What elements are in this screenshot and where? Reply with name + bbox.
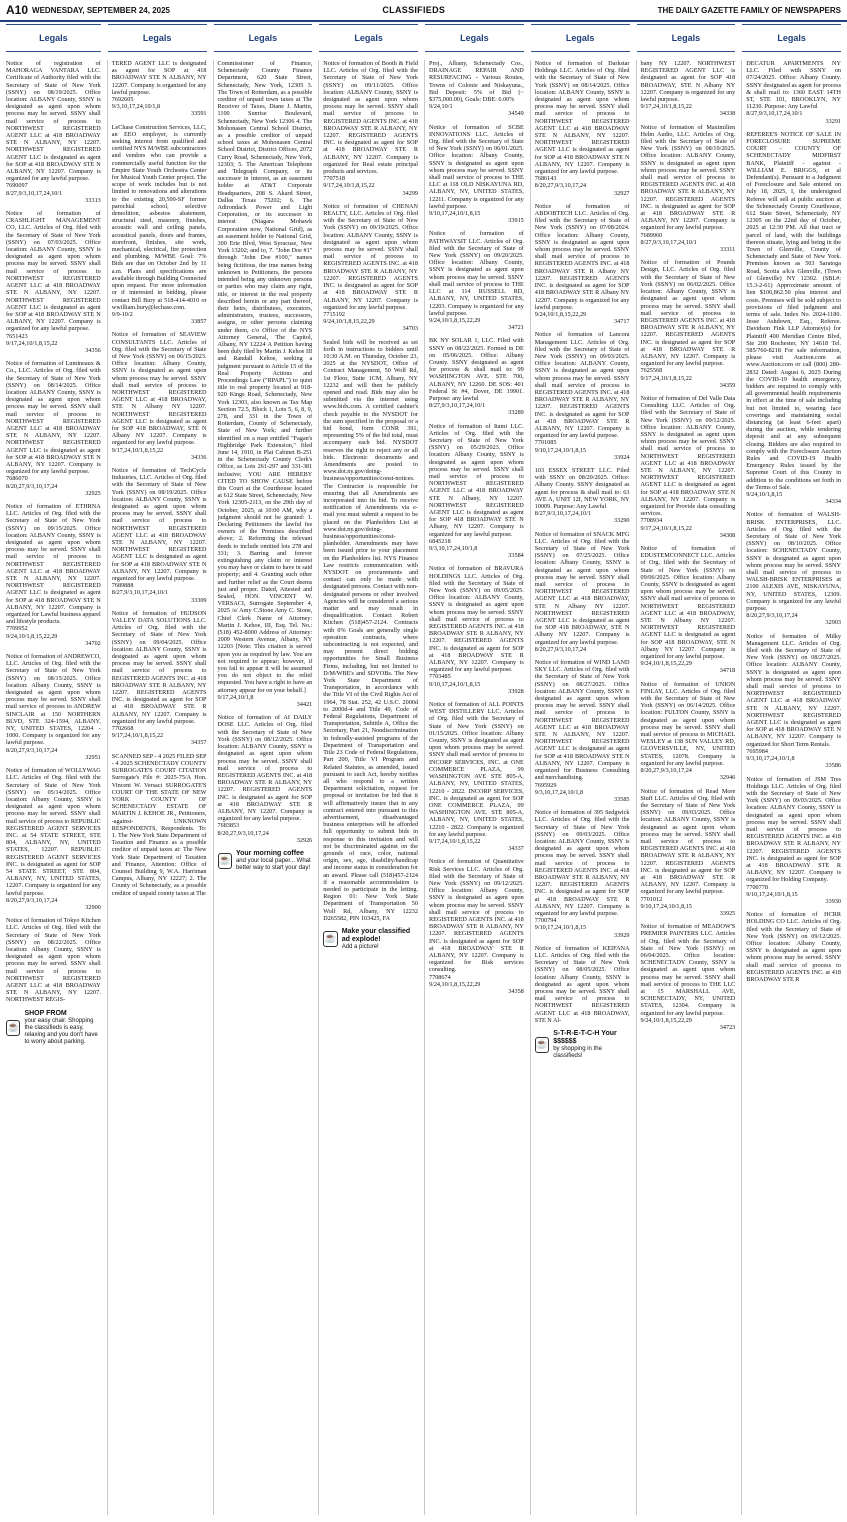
notice-ref: 7686070: [6, 475, 28, 483]
promo-icon: ☕: [6, 1020, 20, 1036]
legal-notice: [112, 60, 207, 118]
notice-text: bany NY 12207. NORTHWEST REGISTERED AGENT LLC is designated as agent for SOP 418 BROADWAY, STE N Albany NY 12207. Company is organized for any lawful purpose.: [640, 60, 736, 104]
notice-text: Notice of formation of Del Valle Data Consulting LLC. Articles of Org. filed with the Secretary of State of New York (SSNY) on 09/12/2025. Office location: ALBANY County, SSNY is designated as agent upon whom process may be served. SSNY shall mail service of process to NORTHWEST REGISTERED AGENT LLC at 418 BROADWAY STE N ALBANY, NY 12207. NORTHWEST REGISTERED AGENT LLC is designated as agent for SOP at 418 BROADWAY STE N ALBANY, NY 12207. Company is organized for Provide data consulting services.: [640, 394, 736, 518]
notice-text: REFEREE'S NOTICE OF SALE IN FORECLOSURE SUPREME COURT - COUNTY OF SCHENECTADY MIDFIRST BANK, Plaintiff - against - WILLIAM E. BRIGGS, et al Defendant(s). Pursuant to a Judgment of Foreclosure and Sale entered on July 18, 2025, I, the undersigned Referee will sell at public auction at the Schenectady County Courthouse, 612 State Street, Schenectady, NY 12305 on the 22nd day of October, 2025 at 12:30 PM. All that tract or parcel of land, with the buildings thereon situate, lying and being in the Town of Glenville, County of Schenectady and State of New York. Premises known as 503 Saratoga Road, Scotia a/k/a Glenville, (Town of Glenville) NY 12302. (SBL#: 15.3-2-61) Approximate amount of lien $106,862.50 plus interest and costs. Premises will be sold subject to provisions of filed judgment and terms of sale. Index No. 2024-1180. Jesse Ashdown, Esq., Referee. Davidson Fink LLP Attorney(s) for Plaintiff 400 Meridian Centre Blvd, Ste 200 Rochester, NY 14618 Tel. 585/760-8218 For sale information, please visit Auction.com at www.Auction.com or call (800) 280-2832 Dated: August 6, 2025 During the COVID-19 health emergency, bidders are required to comply with all governmental health requirements in effect at the time of sale including but not limited to, wearing face coverings and maintaining social distancing (at least 6-feet apart) during the auction, while tendering deposit and at any subsequent closing. Bidders are also required to comply with the Foreclosure Auction Rules and COVID-19 Health Emergency Rules issued by the Supreme Court of this County in addition to the conditions set forth in the Terms of Sale.: [746, 130, 841, 491]
legal-notice: [6, 767, 101, 911]
notice-run-dates: 9/17,24,10/1,8,15,22: [640, 524, 692, 532]
column-heading: Legals: [214, 24, 313, 52]
column-heading: Legals: [531, 24, 630, 52]
legal-notice: [429, 124, 524, 225]
legal-notice: [641, 60, 736, 118]
notice-ref: 7707518: [323, 175, 345, 183]
notice-run-dates: 9/24,10/1,8,15,22,29: [6, 632, 58, 640]
masthead: [0, 0, 847, 22]
notice-id: 33584: [508, 552, 524, 560]
notice-ref: 7700778: [746, 883, 768, 891]
notice-run-dates: 9/17,24,10/1,8,15,22: [640, 103, 692, 111]
notice-text: Notice of formation of Milky Management LLC. Articles of Org. filed with the Secretary of State of New York (SSNY) on 08/27/2025. Office location: ALBANY County, SSNY is designated as agent upon whom process may be served. SSNY shall mail service of process to NORTHWEST REGISTERED AGENT LLC at 418 BROADWAY STE N ALBANY, NY 12207. NORTHWEST REGISTERED AGENT LLC is designated as agent for SOP at 418 BROADWAY STE N ALBANY, NY 12207. Company is organized for Short Term Rentals.: [746, 632, 841, 748]
legal-notice: [6, 60, 101, 204]
notice-id: 33591: [191, 110, 207, 118]
notice-id: 34357: [191, 739, 207, 747]
paper-tagline: THE DAILY GAZETTE FAMILY OF NEWSPAPERS: [657, 5, 841, 15]
legal-notice: [429, 230, 524, 331]
legal-notice: [641, 681, 736, 782]
legals-column: [107, 33, 207, 1515]
notice-run-dates: 9/24,10/1,8,15: [746, 490, 783, 498]
promo-text: [553, 1030, 629, 1060]
legal-notice: [746, 60, 841, 125]
notice-run-dates: 8/20,27,9/3,10,17,24: [6, 482, 58, 490]
notice-id: 33928: [508, 687, 524, 695]
notice-ref: 7692605: [111, 96, 134, 104]
notice-id: 34549: [508, 110, 524, 118]
legal-notice: [429, 858, 524, 995]
notice-id: 33924: [614, 453, 630, 461]
notice-text: Notice of formation of Lumineaux & Co., LLC. Articles of Org. filed with the Secretary of State of New York (SSNY) on 08/14/2025. Office location: ALBANY County, SSNY is designated as agent upon whom process may be served. SSNY shall mail service of process to NORTHWEST REGISTERED AGENT LLC at 418 BROADWAY STE N ALBANY, NY 12207. NORTHWEST REGISTERED AGENT LLC is designated as agent for SOP at 418 BROADWAY STE N ALBANY, NY 12207. Company is organized for any lawful purpose.: [6, 360, 101, 476]
notice-text: TERED AGENT LLC is designated as agent for SOP at 418 BROADWAY STE N ALBANY, NY 12207. Company is organized for any lawful purpose.: [111, 60, 207, 96]
legal-notice: [6, 503, 101, 647]
notice-id: 32900: [85, 903, 101, 911]
notice-id: 33311: [720, 246, 736, 254]
notice-text: Notice of formation of ALL POINTS WEST DISTILLERY LLC. Articles of Org. filed with the Secretary of State of New York (SSNY) on 01/15/2025. Office location: Albany County, SSNY is designated as agent upon whom process may be served. SSNY shall mail service of process to INCORP SERVICES, INC. at ONE COMMERCE PLAZA, 99 WASHINGTON AVE STE 805-A, ALBANY, NY, UNITED STATES, 12210 - 2822. INCORP SERVICES, INC. is designated as agent for SOP ONE COMMERCE PLAZA, 99 WASHINGTON AVE. STE 805-A, ALBANY, NY, UNITED STATES, 12210 - 2822. Company is organized for any lawful purpose.: [429, 701, 524, 838]
column-heading: Legals: [319, 24, 418, 52]
notice-ref: 7695929: [534, 781, 557, 789]
notice-run-dates: 9/17,24,10/1,8,15,22: [640, 374, 692, 382]
legal-notice: [429, 423, 524, 560]
notice-id: 32946: [719, 774, 736, 782]
notice-id: 32925: [85, 489, 101, 497]
notice-run-dates: 9/10,17,24,10/1,8,15: [429, 210, 481, 218]
notice-run-dates: 9/3,10,17,24,10/1,8: [746, 755, 795, 763]
notice-ref: 7700794: [534, 917, 557, 925]
legals-column: [530, 33, 630, 1515]
column-heading: Legals: [742, 24, 841, 52]
notice-ref: 7686143: [534, 175, 557, 183]
notice-ref: 7690097: [6, 182, 28, 190]
legals-column: [213, 33, 313, 1515]
legal-notice: [535, 659, 630, 803]
legals-column: [636, 33, 736, 1515]
legal-notice: [535, 331, 630, 461]
legal-notice: [112, 124, 207, 326]
promo-ad: [218, 850, 313, 872]
legal-notice: [218, 60, 313, 708]
notice-text: Notice of formation of Booth & Field LLC. Articles of Org. filed with the Secretary of State of New York (SSNY) on 09/11/2025. Office location: ALBANY County, SSNY is designated as agent upon whom process may be served. SSNY shall mail service of process to REGISTERED AGENTS INC. at 418 BROADWAY STE R ALBANY, NY 12207. REGISTERED AGENTS INC. is designated as agent for SOP at 418 BROADWAY STE R ALBANY, NY 12207. Company is organized for Real estate principal products and services.: [323, 60, 418, 176]
notice-run-dates: 8/27,9/3,10,17,24,10/1: [746, 110, 803, 118]
legal-notice: [746, 131, 841, 506]
notice-run-dates: 9/24,10/1,8,15,22,29: [429, 316, 481, 324]
notice-run-dates: 8/20,27,9/3,10,17,24: [534, 182, 587, 190]
notice-text: Notice of formation of SEAVIEW CONSULTANTS LLC. Articles of Org. filed with the Secretary of State of New York (SSNY) on 06/15/2023. Office location: Albany County, SSNY is designated as agent upon whom process may be served. SSNY shall mail service of process to NORTHWEST REGISTERED AGENT LLC at 418 BROADWAY, STE N Albany NY 12207. NORTHWEST REGISTERED AGENT LLC is designated as agent for SOP 418 BROADWAY, STE N Albany NY 12207. Company is organized for any lawful purpose.: [111, 331, 207, 447]
notice-run-dates: 9/17,24,10/1,8,15,22: [111, 732, 164, 740]
notice-text: Notice of formation of WOLLYWAG LLC. Articles of Org. filed with the Secretary of State of New York (SSNY) on 05/14/2025. Office location: Albany County, SSNY is designated as agent upon whom process may be served. SSNY shall mail service of process to REPUBLIC REGISTERED AGENT SERVICES INC. at 54 STATE STREET, STE 804, ALBANY, NY, UNITED STATES, 12207. REPUBLIC REGISTERED AGENT SERVICES INC. is designated as agent for SOP 54 STATE STREET, STE 804, ALBANY, NY, UNITED STATES, 12207. Company is organized for any lawful purpose.: [6, 767, 101, 897]
notice-id: 32951: [85, 753, 101, 761]
notice-id: 33857: [191, 318, 207, 326]
notice-run-dates: 9/10,17,24,10/1,8,15: [534, 924, 587, 932]
notice-run-dates: 9/10,17,24,10/1,8,15: [640, 902, 692, 910]
promo-body: by shopping in the classifieds!: [553, 1046, 602, 1059]
masthead-left: [6, 3, 170, 17]
promo-icon: ☕: [323, 931, 337, 947]
notice-id: 34338: [719, 110, 736, 118]
notice-text: Notice of formation of Itami LLC. Articles of Org. filed with the Secretary of State of New York (SSNY) on 05/29/2023. Office location: Albany County, SSNY is designated as agent upon whom process may be served. SSNY shall mail service of process to NORTHWEST REGISTERED AGENT LLC at 418 BROADWAY STE N Albany, NY 12207. NORTHWEST REGISTERED AGENT LLC is designated as agent for SOP 418 BROADWAY STE N Albany, NY 12207. Company is organized for any lawful purpose.: [429, 422, 524, 538]
notice-text: Notice of formation of PATHWAYSIT LLC. Articles of Org. filed with the Secretary of State of New York (SSNY) on 09/20/2025. Office location: Albany County, SSNY is designated as agent upon whom process may be served. SSNY shall mail service of process to THE LLC at 114 RUSSELL RD, ALBANY, NY, UNITED STATES, 12203. Company is organized for any lawful purpose.: [429, 230, 524, 317]
legal-notice: [535, 60, 630, 197]
promo-ad: [535, 1030, 630, 1060]
notice-run-dates: 9/17,24,10/1,8,15,22: [323, 182, 375, 190]
legal-notice: [112, 467, 207, 604]
notice-id: 33586: [825, 762, 841, 770]
notice-run-dates: 9/10,17,24,10/1,8,15: [429, 680, 481, 688]
notice-run-dates: 8/27,9/3,10,17,24,10/1: [111, 589, 168, 597]
notice-text: Notice of formation of HCRR HOLDING CO LLC. Articles of Org. filed with the Secretary of State of New York (SSNY) on 09/12/2025. Office location: Albany County, SSNY is designated as agent upon whom process may be served. SSNY shall mail service of process to REGISTERED AGENTS INC. at 418 BROADWAY STE R: [746, 911, 841, 983]
notice-id: 34336: [191, 453, 207, 461]
notice-run-dates: 8/20,27,9/3,10,17,24: [746, 612, 798, 620]
notice-text: Notice of formation of BRAVURA HOLDINGS LLC. Articles of Org. filed with the Secretary of State of New York (SSNY) on 09/05/2025. Office location: ALBANY County, SSNY is designated as agent upon whom process may be served. SSNY shall mail service of process to REGISTERED AGENTS INC. at 418 BROADWAY STE R ALBANY, NY 12207. REGISTERED AGENTS INC. is designated as agent for SOP at 418 BROADWAY STE R ALBANY, NY 12207. Company is organized for any lawful purpose.: [429, 565, 524, 674]
notice-run-dates: 9/24,10/1: [429, 103, 453, 111]
notice-ref: 7703485: [429, 673, 451, 681]
notice-id: 34359: [719, 381, 736, 389]
notice-id: 34721: [508, 324, 524, 332]
notice-id: 32927: [614, 189, 630, 197]
legal-notice: [746, 911, 841, 983]
legal-notice: [218, 714, 313, 844]
notice-id: 34421: [296, 701, 313, 709]
legal-notice: [641, 259, 736, 389]
legal-notice: [641, 395, 736, 539]
legal-notice: [429, 701, 524, 852]
legal-notice: [112, 331, 207, 461]
legal-notice: [429, 337, 524, 416]
notice-id: 34299: [402, 189, 418, 197]
notice-text: Notice of formation of Lancora Management LLC. Articles of Org. filed with the Secretary of State of New York (SSNY) on 09/03/2025. Office location: ALBANY County, SSNY is designated as agent upon whom process may be served. SSNY shall mail service of process to REGISTERED AGENTS INC. at 418 BROADWAY STE R ALBANY, NY 12207. REGISTERED AGENTS INC. is designated as agent for SOP at 418 BROADWAY STE R ALBANY, NY 12207. Company is organized for any lawful purpose.: [534, 331, 630, 440]
notice-text: Commissioner of Finance, Schenectady County Finance Department, 620 State Street, Schenectady, New York, 12305 3. The Town of Rotterdam, as a possible creditor of unpaid town taxes at The Receiver of Taxes, Diane J. Martin, 1100 Sunrise Boulevard, Schenectady, New York 12306 4. The Mohonasen Central School District, as a possible creditor of unpaid school taxes at Mohonasen Central School District, District Offices, 2072 Curry Road, Schenectady, New York, 12303; 5. The American Telephone and Telegraph Company, or its successor in interest, as an easement holder at AT&T Corporate Headquarters, 208 S. Akard Street, Dallas Texas 75202; 6. The Adirondack Power and Light Corporation, or its successor in interest (Niagara Mohawk Corporation now, National Grid), as an easement holder to National Grid, 300 Erie Blvd, West Syracuse, New York 13202; and to, 7. "John Doe #1" through "John Doe #100," names being fictitious, the true names being unknown to Petitioners, the persons intended being any unknown persons or parties who may claim any right, title, or interest in the real property described herein or any part thereof, their heirs, distributees, executors, administrators, trustees, successors, assigns, or other persons claiming under them, c/o Office of the NYS Attorney General, The Capitol, Albany, NY 12224 A Petition having been duly filed by Martin J. Kehoe III and Randall Kehoe, seeking a judgment pursuant to Article 15 of the Real Property Actions and Proceedings Law ("RPAPL") to quiet title to real property located at 918-920 Kings Road, Schenectady, New York 12303, also known as Tax Map Section 72.5, Block 1, Lots 5, 6, 8, 9, 278, and 331 in the Town of Rotterdam, County of Schenectady, State of New York; and further identified on a map entitled "Fagan's Highbridge Park Extension," filed June 14, 1910, in Plat Cabinet B-251 in the Schenectady County Clerk's Office, as Lots 261-297 and 331-381 inclusive; YOU ARE HEREBY CITED TO SHOW CAUSE before this Court at the Courthouse located at 612 State Street, Schenectady, New York 12305-2113, on the 29th day of October, 2025, at 10:00 AM, why a judgment should not be granted: 1. Declaring Petitioners the lawful fee owners of the Premises described above; 2. Reforming the relevant deeds to include omitted lots 278 and 331; 3. Barring and forever extinguishing any claim or interest you may have or claim to have in said property; and 4. Granting such other and further relief as the Court deems just and proper. Dated, Attested and Sealed, HON. VINCENT W. VERSACI, Surrogate September 4, 2025 /s/ Amy C.Stone Amy C. Stone, Chief Clerk Name of Attorney: Martin J. Kehoe, III, Esq. Tel. No.: (518) 452-8000 Address of Attorney: 2009 Western Avenue, Albany, NY 12203 [Note: This citation is served upon you as required by law. You are not required to appear; however, if you fail to appear it will be assumed you do not object to the relief requested. You have a right to have an attorney appear for on your behalf.]: [217, 60, 313, 694]
notice-id: 33313: [85, 196, 101, 204]
notice-run-dates: 9/24,10/1,8,15,22,29: [640, 660, 692, 668]
notice-id: 34703: [402, 325, 418, 333]
promo-title: S-T-R-E-T-C-H Your $$$$$$: [553, 1030, 617, 1045]
page-number: A10: [6, 3, 29, 17]
notice-id: 34308: [719, 531, 736, 539]
notice-id: 34717: [614, 318, 630, 326]
notice-id: 33930: [825, 897, 841, 905]
notice-id: 34356: [85, 346, 101, 354]
notice-text: Notice of formation of AI DAILY DOSE LLC. Articles of Org. filed with the Secretary of State of New York (SSNY) on 08/12/2025. Office location: ALBANY County, SSNY is designated as agent upon whom process may be served. SSNY shall mail service of process to REGISTERED AGENTS INC. at 418 BROADWAY STE R ALBANY, NY 12207. REGISTERED AGENTS INC. is designated as agent for SOP at 418 BROADWAY STE R ALBANY, NY 12207. Company is organized for any lawful purpose.: [217, 714, 313, 823]
notice-text: Notice of formation of Pounds Design, LLC. Articles of Org. filed with the Secretary of State of New York (SSNY) on 06/02/2025. Office location: Albany County, SSNY is designated as agent upon whom process may be served. SSNY shall mail service of process to REGISTERED AGENTS INC. at 418 BROADWAY STE R ALBANY, NY 12207. REGISTERED AGENTS INC. is designated as agent for SOP at 418 BROADWAY STE R ALBANY, NY 12207. Company is organized for any lawful purpose.: [640, 259, 736, 368]
notice-run-dates: 8/20,27,9/3,10,17,24: [6, 746, 58, 754]
promo-title: Your morning coffee: [235, 849, 304, 857]
notice-run-dates: 9/17,24,10/1,8,15,22: [429, 837, 481, 845]
notice-ref: 7702668: [111, 725, 134, 733]
notice-text: Notice of formation of ETHRNA LLC. Articles of Org. filed with the Secretary of State of New York (SSNY) on 09/15/2025. Office location: ALBANY County, SSNY is designated as agent upon whom process may be served. SSNY shall mail service of process to NORTHWEST REGISTERED AGENT LLC at 418 BROADWAY STE N ALBANY, NY 12207. NORTHWEST REGISTERED AGENT LLC is designated as agent for SOP at 418 BROADWAY STE N ALBANY, NY 12207. Company is organized for Lawful business apparel and lifestyle products.: [6, 502, 101, 626]
notice-text: Notice of formation of ABDOBTECH LLC. Articles of Org. filed with the Secretary of State of New York (SSNY) on 07/08/2024. Office location: Albany County, SSNY is designated as agent upon whom process may be served. SSNY shall mail service of process to REGISTERED AGENTS INC. at 418 BROADWAY STE R Albany NY 12207. REGISTERED AGENTS INC. is designated as agent for SOP 418 BROADWAY STE R Albany NY 12207. Company is organized for any lawful purpose.: [534, 202, 630, 311]
legal-notice: [323, 203, 418, 333]
column-heading: Legals: [637, 24, 736, 52]
legal-notice: [535, 531, 630, 653]
notice-id: 33289: [508, 409, 524, 417]
notice-text: Notice of formation of Darkstar Holdings LLC. Articles of Org. filed with the Secretary of State of New York (SSNY) on 08/14/2025. Office location: ALBANY County, SSNY is designated as agent upon whom process may be served. SSNY shall mail service of process to NORTHWEST REGISTERED AGENT LLC at 418 BROADWAY STE N ALBANY, NY 12207. NORTHWEST REGISTERED AGENT LLC is designated as agent for SOP at 418 BROADWAY STE N ALBANY, NY 12207. Company is organized for any lawful purpose.: [534, 60, 630, 176]
notice-run-dates: 9/3,10,17,24,10/1,8: [111, 103, 161, 111]
legal-notice: [323, 339, 418, 922]
notice-text: Notice of formation of TechCycle Industries, LLC. Articles of Org. filed with the Secretary of State of New York (SSNY) on 08/19/2025. Office location: ALBANY County, SSNY is designated as agent upon whom process may be served. SSNY shall mail service of process to NORTHWEST REGISTERED AGENT LLC at 418 BROADWAY STE N ALBANY, NY 12207. NORTHWEST REGISTERED AGENT LLC is designated as agent for SOP at 418 BROADWAY STE N ALBANY, NY 12207. Company is organized for any lawful purpose.: [111, 466, 207, 583]
promo-title: SHOP FROM: [24, 1009, 67, 1017]
notice-text: Notice of formation of Tokyo Kitchen LLC. Articles of Org. filed with the Secretary of State of New York (SSNY) on 08/22/2025. Office location: Albany County, SSNY is designated as agent upon whom process may be served. SSNY shall mail service of process to NORTHWEST REGISTERED AGENT LLC at 418 BROADWAY STE N ALBANY, NY 12207. NORTHWEST REGIS-: [6, 917, 101, 1004]
notice-id: 34723: [719, 1024, 736, 1031]
notice-ref: 7625568: [640, 367, 663, 375]
legal-notice: [6, 210, 101, 354]
legal-notice: [535, 467, 630, 525]
notice-text: Notice of formation of Quantitative Risk Services LLC. Articles of Org. filed with the Secretary of State of New York (SSNY) on 09/12/2025. Office location: Albany County, SSNY is designated as agent upon whom process may be served. SSNY shall mail service of process to REGISTERED AGENTS INC. at 418 BROADWAY STE R ALBANY, NY 12207. REGISTERED AGENTS INC. is designated as agent for SOP at 418 BROADWAY STE R ALBANY, NY 12207. Company is organized for Risk services consulting.: [429, 858, 524, 974]
legals-column: [424, 33, 524, 1515]
legal-notice: [535, 809, 630, 939]
legal-notice: [641, 923, 736, 1031]
notice-text: Notice of formation of SCBE INNOVATIONS LLC. Articles of Org. filed with the Secretary of State of New York (SSNY) on 06/01/2025. Office location: Albany County, SSNY is designated as agent upon whom process may be served. SSNY shall mail service of process to THE LLC at 118 OLD NISKAYUNA RD, ALBANY, NY, UNITED STATES, 12211. Company is organized for any lawful purpose.: [429, 123, 524, 210]
notice-text: Notice of formation of SNACK MFG LLC. Articles of Org. filed with the Secretary of State of New York (SSNY) on 07/25/2025. Office location: Albany County, SSNY is designated as agent upon whom process may be served. SSNY shall mail service of process to NORTHWEST REGISTERED AGENT LLC at 418 BROADWAY, STE N Albany NY 12207. NORTHWEST REGISTERED AGENT LLC is designated as agent for SOP 418 BROADWAY, STE N Albany NY 12207. Company is organized for any lawful purpose.: [534, 530, 630, 646]
promo-icon: ☕: [218, 853, 232, 869]
notice-id: 33309: [191, 596, 207, 604]
notice-id: 33915: [508, 217, 524, 225]
legal-notice: [429, 60, 524, 118]
notice-ref: 7709952: [6, 625, 28, 633]
notice-id: 34358: [508, 987, 524, 995]
notice-ref: 7701012: [640, 895, 663, 903]
notice-run-dates: 8/27,9/3,10,17,24,10/1: [6, 189, 63, 197]
notice-text: Notice of formation of JSM Tres Holdings LLC. Articles of Org. filed with the Secretary of State of New York (SSNY) on 09/03/2025. Office location: ALBANY County, SSNY is designated as agent upon whom process may be served. SSNY shall mail service of process to REGISTERED AGENTS INC. at 418 BROADWAY STE R ALBANY, NY 12207. REGISTERED AGENTS INC. is designated as agent for SOP at 418 BROADWAY STE R ALBANY, NY 12207. Company is organized for Holding Company.: [746, 775, 841, 884]
column-heading: Legals: [6, 24, 101, 52]
notice-text: LeChase Construction Services, LLC, an EEO employer, is currently seeking interest from qualified and certified NYS M/WBE subcontractors and vendors who can provide a commercially useful function for the Empire State Youth Orchestra Center for Musical Youth Center project. The scope of work includes but is not limited to renovations and alterations to the existing 20,500-SF former parochial school, selective demolition, asbestos abatement, structural steel, masonry, finishes, acoustic wall and ceiling panels, acoustical panels, doors and frames, storefront, finishes, site work, mechanical, electrical, fire protection and plumbing. M/WBE Goal: 7% Bids are due on October 2nd by 11 a.m. Plans and specifications are available through Building Connected upon request. For more information or if interested in bidding, please contact Bill Bury at 518-414-4010 or wwilliam.bury@lechase.com.: [111, 123, 207, 311]
notice-text: Notice of formation of WIND LAND SKY LLC. Articles of Org. filed with the Secretary of State of New York (SSNY) on 08/27/2025. Office location: ALBANY County, SSNY is designated as agent upon whom process may be served. SSNY shall mail service of process to NORTHWEST REGISTERED AGENT LLC at 418 BROADWAY STE N ALBANY, NY 12207. NORTHWEST REGISTERED AGENT LLC is designated as agent for SOP at 418 BROADWAY STE N ALBANY, NY 12207. Company is organized for Business Consulting and merchandising.: [534, 659, 630, 782]
notice-id: 34718: [719, 667, 736, 675]
legal-notice: [746, 511, 841, 626]
notice-text: Notice of formation of ANDREWCO, LLC. Articles of Org. filed with the Secretary of State of New York (SSNY) on 08/15/2025. Office location: Albany County, SSNY is designated as agent upon whom process may be served. SSNY shall mail service of process to ANDREW SINCLAIR at 150 NORTHERN BLVD, STE 324-1594, ALBANY, NY, UNITED STATES, 12204 - 1000. Company is organized for any lawful purpose.: [6, 653, 101, 747]
notice-run-dates: 9/3,10,17,24,10/1,8: [534, 788, 584, 796]
legal-notice: [323, 60, 418, 197]
promo-body: and your local paper... What better way to start your day!: [235, 857, 311, 871]
notice-text: Notice of formation of UNION FINLAY, LLC. Articles of Org. filed with the Secretary of State of New York (SSNY) on 06/14/2025. Office location: FULTON County, SSNY is designated as agent upon whom process may be served. SSNY shall mail service of process to MICHAEL WESLEY at 138 SUN VALLEY RD, GLOVERSVILLE, NY, UNITED STATES, 12078. Company is organized for any lawful purpose.: [640, 680, 736, 767]
notice-text: Notice of formation of HUDSON VALLEY DATA SOLUTIONS LLC. Articles of Org. filed with the Secretary of State of New York (SSNY) on 09/04/2025. Office location: ALBANY County, SSNY is designated as agent upon whom process may be served. SSNY shall mail service of process to REGISTERED AGENTS INC. at 418 BROADWAY STE R ALBANY, NY 12207. REGISTERED AGENTS INC. is designated as agent for SOP at 418 BROADWAY STE R ALBANY, NY 12207. Company is organized for any lawful purpose.: [111, 609, 207, 725]
legals-columns: [6, 33, 841, 1515]
notice-run-dates: 8/27,9/3,10,17,24,10/1: [640, 238, 697, 246]
legal-notice: [6, 360, 101, 497]
promo-ad: [6, 1010, 101, 1046]
notice-ref: 6845218: [429, 537, 451, 545]
notice-run-dates: 9/9-10/2: [111, 310, 133, 318]
notice-text: Notice of formation of MEADOW'S PREMIER PAINTERS LLC. Articles of Org. filed with the Secretary of State of New York (SSNY) on 06/04/2025. Office location: SCHENECTADY County, SSNY is designated as agent upon whom process may be served. SSNY shall mail service of process to THE LLC at 15 MARSHALL AVE, SCHENECTADY, NY, UNITED STATES, 12304. Company is organized for any lawful purpose.: [640, 923, 736, 1017]
promo-ad: [323, 928, 418, 951]
notice-text: 103 ESSEX STREET LLC. Filed with SSNY on 08/20/2025. Office: Albany County. SSNY designated as agent for process & shall mail to: 63 AVE A, UNIT 12I, NEW YORK, NY 10009. Purpose: Any Lawful: [534, 466, 630, 510]
legal-notice: [429, 565, 524, 695]
notice-text: Notice of formation of WALSH-BRISK ENTERPRISES, LLC. Articles of Org. filed with the Secretary of State of New York (SSNY) on 08/10/2025. Office location: SCHENECTADY County, SSNY is designated as agent upon whom process may be served. SSNY shall mail service of process to WALSH-BRISK ENTERPRISES at 2100 ALEXIS AVE, NISKAYUNA, NY, UNITED STATES, 12309. Company is organized for any lawful purpose.: [746, 511, 841, 613]
notice-text: Proj., Albany, Schenectady Cos., DRAINAGE REPAIR AND RESURFACING - Various Routes, Towns of Colonie and Niskayuna., Bid Deposit: 5% of Bid (~ $375,000.00), Goals: DBE: 6.00%: [429, 60, 524, 104]
legal-notice: [746, 633, 841, 770]
promo-text: [342, 928, 418, 951]
notice-run-dates: 9/24,10/1,8,15,22,29: [323, 318, 375, 326]
notice-text: BK NY SOLAR 1, LLC. Filed with SSNY on 08/22/2025. Formed in DE on 05/06/2025. Office: Albany County. SSNY designated as agent for process & shall mail to: 99 WASHINGTON AVE. STE 700, ALBANY, NY 12260. DE SOS: 401 Federal St #4, Dover, DE 19901. Purpose: any lawful: [429, 337, 524, 402]
legal-notice: [6, 917, 101, 1003]
notice-text: Notice of formation of 395 Sedgwick LLC. Articles of Org. filed with the Secretary of State of New York (SSNY) on 09/03/2025. Office location: ALBANY County, SSNY is designated as agent upon whom process may be served. SSNY shall mail service of process to REGISTERED AGENTS INC. at 418 BROADWAY STE R ALBANY, NY 12207. REGISTERED AGENTS INC. is designated as agent for SOP at 418 BROADWAY STE R ALBANY, NY 12207. Company is organized for any lawful purpose.: [534, 809, 630, 917]
notice-ref: 7651423: [6, 332, 28, 340]
notice-id: 34702: [85, 639, 101, 647]
notice-text: Notice of formation of EDUSTEMCONNECT LLC. Articles of Org. filed with the Secretary of State of New York (SSNY) on 09/06/2025. Office location: Albany County, SSNY is designated as agent upon whom process may be served. SSNY shall mail service of process to NORTHWEST REGISTERED AGENT LLC at 418 BROADWAY, STE N Albany NY 12207. NORTHWEST REGISTERED AGENT LLC is designated as agent for SOP 418 BROADWAY, STE N Albany NY 12207. Company is organized for any lawful purpose.: [640, 545, 736, 661]
notice-text: Sealed bids will be received as set forth in instructions to bidders until 10:30 A.M. on Thursday, October 23, 2025 at the NYSDOT, Office of Contract Management, 50 Wolf Rd, 1st Floor, Suite 1CM, Albany, NY 12232 and will then be publicly opened and read. Bids may also be submitted via the internet using www.bidx.com. A certified cashier's check payable to the NYSDOT for the sum specified in the proposal or a bid bond, form CONR 391, representing 5% of the bid total, must accompany each bid. NYSDOT reserves the right to reject any or all bids. Electronic documents and Amendments are posted to www.dot.ny.gov/doing-business/opportunities/const-notices. The Contractor is responsible for ensuring that all Amendments are incorporated into its bid. To receive notification of Amendments via e-mail you must submit a request to be placed on the Planholders List at www.dot.ny.gov/doing-business/opportunities/const-planholder. Amendments may have been issued prior to your placement on the Planholders list. NYS Finance Law restricts communication with NYSDOT on procurements and contact can only be made with designated persons. Contact with non-designated persons or other involved Agencies will be considered a serious matter and may result in disqualification. Contact Robert Kitchen (518)457-2124. Contracts with 0% Goals are generally single operation contracts, where subcontracting is not expected, and may present direct bidding opportunities for Small Business Firms, including, but not limited to D/M/WBE's and SDVOBs. The New York State Department of Transportation, in accordance with the Title VI of the Civil Rights Act of 1964, 78 Stat. 252, 42 U.S.C. 2000d to 2000d-4 and Title 49, Code of Federal Regulations, Department of Transportation, Subtitle A, Office the Secretary, Part 21, Nondiscrimination in federally-assisted programs of the Department of Transportation and Title 23 Code of Federal Regulations, Part 200, Title VI Program and Related Statutes, as amended, issued pursuant to such Act, hereby notifies all who respond to a written Department solicitation, request for proposal or invitation for bid that it will affirmatively insure that in any contract entered into pursuant to this advertisement, disadvantaged business enterprises will be afforded full opportunity to submit bids in response to this invitation and will not be discriminated against on the grounds of race, color, national origin, sex, age, disability/handicap and income status in consideration for an award. Please call (518)457-2124 if a reasonable accommodation is needed to participate in the letting. Region 01: New York State Department of Transportation 50 Wolf Rd, Albany, NY 12232 D265582, PIN 103425, FA: [323, 338, 418, 922]
legals-column: [6, 33, 101, 1515]
notice-ref: 7701085: [534, 439, 557, 447]
notice-text: Notice of formation of CHENAN REALTY, LLC. Articles of Org. filed with the Secretary of State of New York (SSNY) on 09/19/2025. Office location: ALBANY County, SSNY is designated as agent upon whom process may be served. SSNY shall mail service of process to REGISTERED AGENTS INC. at 418 BROADWAY STE R ALBANY, NY 12207. REGISTERED AGENTS INC. is designated as agent for SOP at 418 BROADWAY STE R ALBANY, NY 12207. Company is organized for any lawful purpose.: [323, 202, 418, 311]
promo-text: [24, 1010, 100, 1046]
notice-run-dates: 8/20,27,9/3,10,17,24: [217, 829, 269, 837]
notice-id: 33290: [614, 517, 630, 525]
notice-run-dates: 9/10,17,24,10/1,8,15: [534, 446, 587, 454]
column-heading: Legals: [425, 24, 524, 52]
notice-ref: 7689960: [640, 231, 663, 239]
notice-run-dates: 9/24,10/1,8,15,22,29: [640, 1016, 692, 1024]
column-heading: Legals: [108, 24, 207, 52]
notice-run-dates: 9/24,10/1,8,15,22,29: [534, 310, 587, 318]
legals-column: [318, 33, 418, 1515]
notice-id: 32903: [825, 619, 841, 627]
notice-run-dates: 9/17,24,10/1,8: [217, 693, 254, 701]
notice-id: 34337: [508, 845, 524, 853]
notice-id: 33925: [719, 909, 736, 917]
notice-id: 32926: [296, 836, 313, 844]
notice-text: Notice of registration of MAHORAGA VANTARA LLC. Certificate of Authority filed with the Secretary of State of New York (SSNY) on 08/19/2025. Office location: ALBANY County, SSNY is designated as agent upon whom process may be served. SSNY shall mail service of process to NORTHWEST REGISTERED AGENT LLC at 418 BROADWAY STE N ALBANY, NY 12207. NORTHWEST REGISTERED AGENT LLC is designated as agent for SOP at 418 BROADWAY STE N ALBANY, NY 12207. Company is organized for any lawful purpose.: [6, 60, 101, 183]
notice-run-dates: 8/20,27,9/3,10,17,24: [6, 896, 58, 904]
notice-ref: 7683853: [217, 822, 240, 830]
legal-notice: [6, 653, 101, 761]
notice-id: 33291: [825, 117, 841, 125]
notice-run-dates: 9/17,24,10/1,8,15,22: [6, 339, 58, 347]
promo-icon: ☕: [535, 1037, 549, 1053]
date-line: WEDNESDAY, SEPTEMBER 24, 2025: [32, 5, 170, 15]
notice-text: Notice of formation of CRASHLIGHT MANAGEMENT CO, LLC. Articles of Org. filed with the Secretary of State of New York (SSNY) on 07/03/2025. Office location: ALBANY County, SSNY is designated as agent upon whom process may be served. SSNY shall mail service of process to NORTHWEST REGISTERED AGENT LLC at 418 BROADWAY STE N ALBANY, NY 12207. NORTHWEST REGISTERED AGENT LLC is designated as agent for SOP at 418 BROADWAY STE N ALBANY, NY 12207. Company is organized for any lawful purpose.: [6, 210, 101, 333]
notice-id: 33585: [614, 795, 630, 803]
notice-ref: 7695984: [746, 747, 768, 755]
legal-notice: [641, 124, 736, 254]
legal-notice: [112, 610, 207, 747]
legals-column: [741, 33, 841, 1515]
legal-notice: [535, 203, 630, 325]
promo-text: [236, 850, 312, 872]
notice-text: SCANNED SEP - 4 2025 FILED SEP - 4 2025 SCHENECTADY COUNTY SURROGATE'S COURT CITATION Surrogate's File #: 2025-75/A Hon. Vincent W. Versaci SURROGATE'S COURT OF THE STATE OF NEW YORK COUNTY OF SCHENECTADY ESTATE OF MARTIN J. KEHOE JR., Petitioners, -against- UNKNOWN RESPONDENTS, Respondents. To: 1. The New York State Department of Taxation and Finance as a possible creditor of unpaid taxes at: The New York State Department of Taxation and Finance, Attention: Office of Counsel Building 9, W.A. Harriman Campus, Albany, NY 12227; 2. The County of Schenectady, as a possible creditor of unpaid county taxes at The: [111, 752, 207, 897]
notice-run-dates: 9/3,10,17,24,10/1,8: [429, 545, 478, 552]
section-title: CLASSIFIEDS: [382, 5, 446, 15]
notice-text: Notice of formation of Maximilien Helm Audio, LLC. Articles of Org. filed with the Secretary of State of New York (SSNY) on 08/19/2025. Office location: ALBANY County, SSNY is designated as agent upon whom process may be served. SSNY shall mail service of process to REGISTERED AGENTS INC. at 418 BROADWAY STE R ALBANY, NY 12207. REGISTERED AGENTS INC. is designated as agent for SOP at 418 BROADWAY STE R ALBANY, NY 12207. Company is organized for any lawful purpose.: [640, 123, 736, 232]
promo-body: your easy chair. Shopping the classifieds is easy, relaxing and you don't have to worry about parking.: [24, 1017, 98, 1045]
legal-notice: [641, 545, 736, 675]
notice-run-dates: 9/24,10/1,8,15,22,29: [429, 980, 481, 988]
legal-notice: [535, 945, 630, 1024]
promo-body: Add a picture!: [341, 943, 379, 950]
legal-notice: [112, 753, 207, 897]
legal-notice: [746, 776, 841, 906]
notice-ref: 7708674: [429, 973, 451, 981]
notice-run-dates: 8/27,9/3,10,17,24,10/1: [534, 510, 591, 518]
notice-run-dates: 8/20,27,9/3,10,17,24: [534, 645, 587, 653]
notice-id: 34334: [825, 498, 841, 506]
notice-ref: 7708934: [640, 517, 663, 525]
notice-run-dates: 8/27,9/3,10,17,24,10/1: [429, 402, 486, 410]
notice-id: 33929: [614, 931, 630, 939]
legal-notice: [641, 788, 736, 918]
notice-run-dates: 8/20,27,9/3,10,17,24: [640, 767, 692, 775]
notice-run-dates: 9/17,24,10/1,8,15,22: [111, 446, 164, 454]
notice-text: Notice of formation of Read More Stuff LLC. Articles of Org. filed with the Secretary of State of New York (SSNY) on 09/03/2025. Office location: ALBANY County, SSNY is designated as agent upon whom process may be served. SSNY shall mail service of process to REGISTERED AGENTS INC. at 418 BROADWAY STE R ALBANY, NY 12207. REGISTERED AGENTS INC. is designated as agent for SOP at 418 BROADWAY STE R ALBANY, NY 12207. Company is organized for any lawful purpose.: [640, 787, 736, 896]
notice-text: DECATUR APARTMENTS NY LLC. Filed with SSNY on 07/24/2025. Office: Albany County. SSNY designated as agent for process & shall mail to: 1360 EAST 14TH ST, STE 101, BROOKLYN, NY 11230. Purpose: Any Lawful: [746, 60, 841, 111]
notice-text: Notice of formation of KEIFANA LLC. Articles of Org. filed with the Secretary of State of New York (SSNY) on 08/05/2025. Office location: Albany County, SSNY is designated as agent upon whom process may be served. SSNY shall mail service of process to NORTHWEST REGISTERED AGENT LLC at 418 BROADWAY, STE N Al-: [534, 944, 630, 1024]
notice-ref: 7689888: [111, 582, 134, 590]
notice-ref: 7715192: [323, 310, 345, 318]
notice-run-dates: 9/10,17,24,10/1,8,15: [746, 890, 798, 898]
promo-title: Make your classified ad explode!: [341, 927, 411, 943]
